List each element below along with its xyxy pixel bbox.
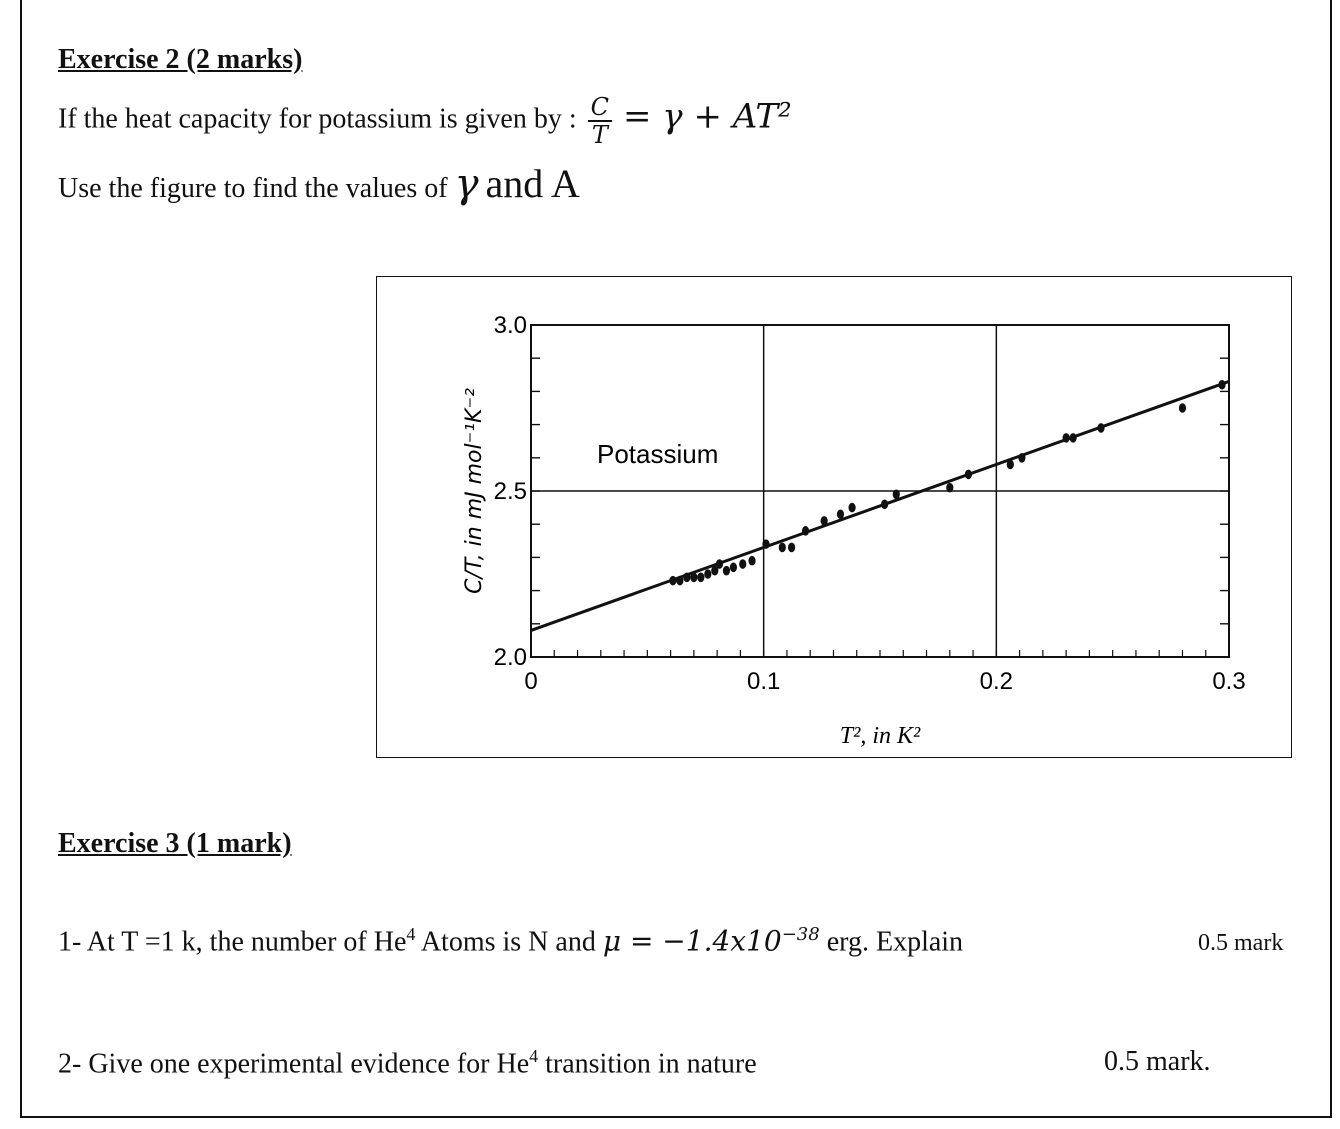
data-point: [802, 526, 809, 536]
data-point: [748, 556, 755, 566]
question-2: [58, 1046, 757, 1080]
data-point: [1007, 460, 1014, 470]
x-tick-label: 0.1: [746, 668, 781, 695]
data-point: [837, 509, 844, 519]
chart-fit-line-layer: [531, 381, 1229, 630]
data-point: [723, 566, 730, 576]
q1-mu-value: μ = −1.4x10: [602, 924, 782, 958]
chart-svg: [377, 277, 1291, 757]
question-1: [58, 924, 963, 958]
and-a-text: and A: [485, 161, 580, 206]
y-axis-label: C/T, in mJ mol⁻¹K⁻²: [462, 388, 487, 594]
y-tick-label: 2.0: [493, 644, 527, 671]
data-point: [683, 573, 690, 583]
potassium-annotation: Potassium: [597, 439, 719, 469]
q2-prefix: 2- Give one experimental evidence for He: [58, 1048, 530, 1080]
data-point: [676, 576, 683, 586]
x-tick-label: 0: [524, 668, 538, 695]
chart-ticks: [531, 358, 1229, 657]
q2-suffix: transition in nature: [538, 1048, 757, 1080]
fraction-numerator: C: [588, 94, 612, 122]
fit-line: [531, 381, 1229, 630]
data-point: [893, 490, 900, 500]
data-point: [848, 503, 855, 513]
q2-mark: 0.5 mark.: [1104, 1046, 1211, 1077]
statement-text: If the heat capacity for potassium is given by :: [58, 103, 577, 135]
chart-grid: [531, 325, 1229, 657]
q1-exponent: −38: [781, 924, 820, 945]
data-point: [730, 563, 737, 573]
data-point: [788, 543, 795, 553]
q1-he-superscript: 4: [406, 924, 416, 944]
q1-mark: 0.5 mark: [1198, 930, 1284, 956]
exercise-3-heading: Exercise 3 (1 mark): [58, 828, 292, 859]
x-tick-label: 0.2: [979, 668, 1014, 695]
data-point: [690, 573, 697, 583]
data-point: [762, 539, 769, 549]
data-point: [1218, 380, 1225, 390]
data-point: [779, 543, 786, 553]
data-point: [1070, 433, 1077, 443]
exercise-2-instruction: [58, 160, 580, 207]
exercise-2-heading: Exercise 2 (2 marks): [58, 44, 303, 75]
chart-labels: [462, 312, 1246, 749]
fraction-denominator: T: [591, 121, 608, 149]
data-point: [704, 569, 711, 579]
data-point: [1063, 433, 1070, 443]
instruction-text: Use the figure to find the values of: [58, 173, 448, 204]
data-point: [739, 559, 746, 569]
potassium-heat-capacity-figure: [376, 276, 1292, 758]
data-point: [669, 576, 676, 586]
equation-rhs: = γ + AT²: [623, 96, 792, 137]
data-point: [946, 483, 953, 493]
data-point: [881, 499, 888, 509]
q1-suffix: erg. Explain: [819, 926, 964, 958]
data-point: [716, 559, 723, 569]
y-tick-label: 2.5: [493, 478, 527, 505]
gamma-symbol: γ: [454, 161, 479, 207]
data-point: [965, 470, 972, 480]
q1-mid: Atoms is N and: [415, 926, 603, 958]
x-axis-label: T², in K²: [839, 723, 921, 749]
exercise-2-statement: [58, 94, 792, 148]
x-tick-label: 0.3: [1212, 668, 1246, 695]
data-point: [1179, 403, 1186, 413]
data-point: [697, 573, 704, 583]
y-tick-label: 3.0: [493, 312, 527, 339]
c-over-t-fraction: [588, 94, 612, 148]
q1-prefix: 1- At T =1 k, the number of He: [58, 926, 407, 958]
q2-he-superscript: 4: [529, 1046, 539, 1066]
data-point: [1018, 453, 1025, 463]
data-point: [1097, 423, 1104, 433]
data-point: [821, 516, 828, 526]
